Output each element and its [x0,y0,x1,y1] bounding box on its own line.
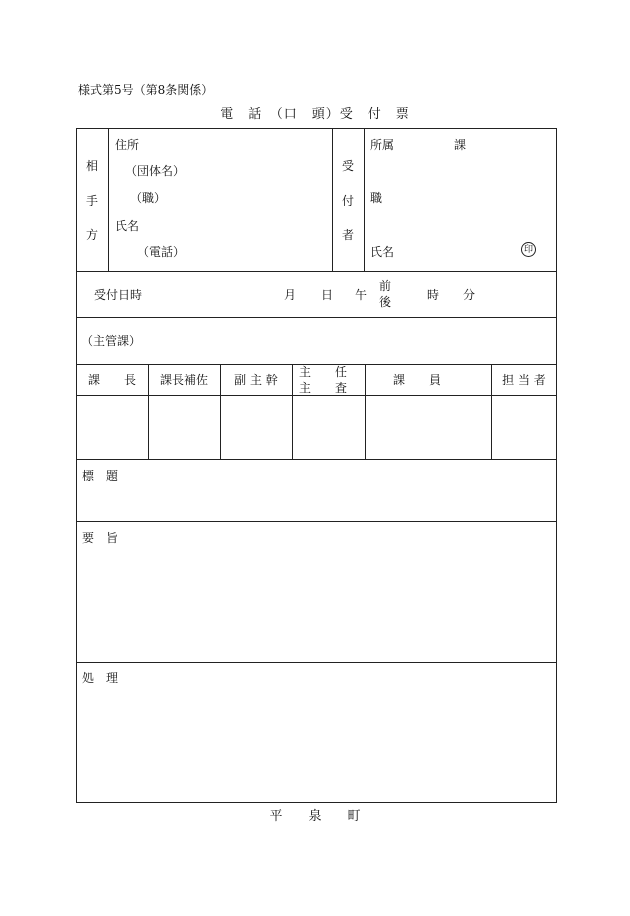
form-title: 電 話 （口 頭）受 付 票 [220,107,410,122]
approval-header-inspector: 主 査 [299,381,348,395]
approval-header-deputy-chief: 副 主 幹 [234,373,278,387]
stamp-cell-section-chief[interactable] [77,396,148,459]
minute-label: 分 [463,288,476,302]
approval-header-section-chief: 課 長 [88,373,137,387]
caller-address-label: 住所 [115,138,140,152]
receiver-name-label: 氏名 [370,245,395,259]
row-divider [76,271,557,272]
form-number: 様式第5号（第8条関係） [78,83,214,97]
stamp-cell-supervisor[interactable] [293,396,365,459]
caller-organization-label: （団体名） [125,164,186,178]
month-label: 月 [284,288,297,302]
receiver-side-label-3: 者 [342,228,355,242]
receiver-side-label-1: 受 [342,159,355,173]
approval-header-assistant-chief: 課長補佐 [159,373,208,387]
receiver-section-label: 課 [454,138,467,152]
approval-header-staff: 課 員 [393,373,442,387]
receiver-position-label: 職 [370,191,383,205]
subject-label: 標 題 [82,469,119,483]
pm-label: 後 [379,295,392,309]
caller-position-label: （職） [130,191,167,205]
row-divider [76,317,557,318]
column-divider [108,128,109,271]
stamp-cell-deputy-chief[interactable] [221,396,292,459]
reception-datetime-label: 受付日時 [94,288,143,302]
stamp-cell-person-in-charge[interactable] [492,396,556,459]
receiver-side-label-2: 付 [342,194,355,208]
summary-label: 要 旨 [82,531,119,545]
main-section-label: （主管課） [81,334,142,348]
approval-header-person-in-charge: 担 当 者 [502,373,546,387]
caller-phone-label: （電話） [137,245,186,259]
row-divider [76,521,557,522]
column-divider [364,128,365,271]
column-divider [332,128,333,271]
handling-label: 処 理 [82,671,119,685]
ampm-prefix-label: 午 [355,288,368,302]
municipality-name: 平 泉 町 [269,809,361,824]
row-divider [76,662,557,663]
receiver-department-label: 所属 [370,138,395,152]
stamp-cell-staff[interactable] [366,396,491,459]
approval-header-supervisor: 主 任 [299,365,348,379]
day-label: 日 [321,288,334,302]
row-divider [76,459,557,460]
reception-form-table [76,128,557,803]
stamp-cell-assistant-chief[interactable] [149,396,220,459]
caller-side-label-1: 相 [86,159,99,173]
caller-side-label-3: 方 [86,228,99,242]
am-label: 前 [379,279,392,293]
caller-name-label: 氏名 [115,219,140,233]
hour-label: 時 [427,288,440,302]
seal-mark: 印 [521,242,536,257]
caller-side-label-2: 手 [86,194,99,208]
